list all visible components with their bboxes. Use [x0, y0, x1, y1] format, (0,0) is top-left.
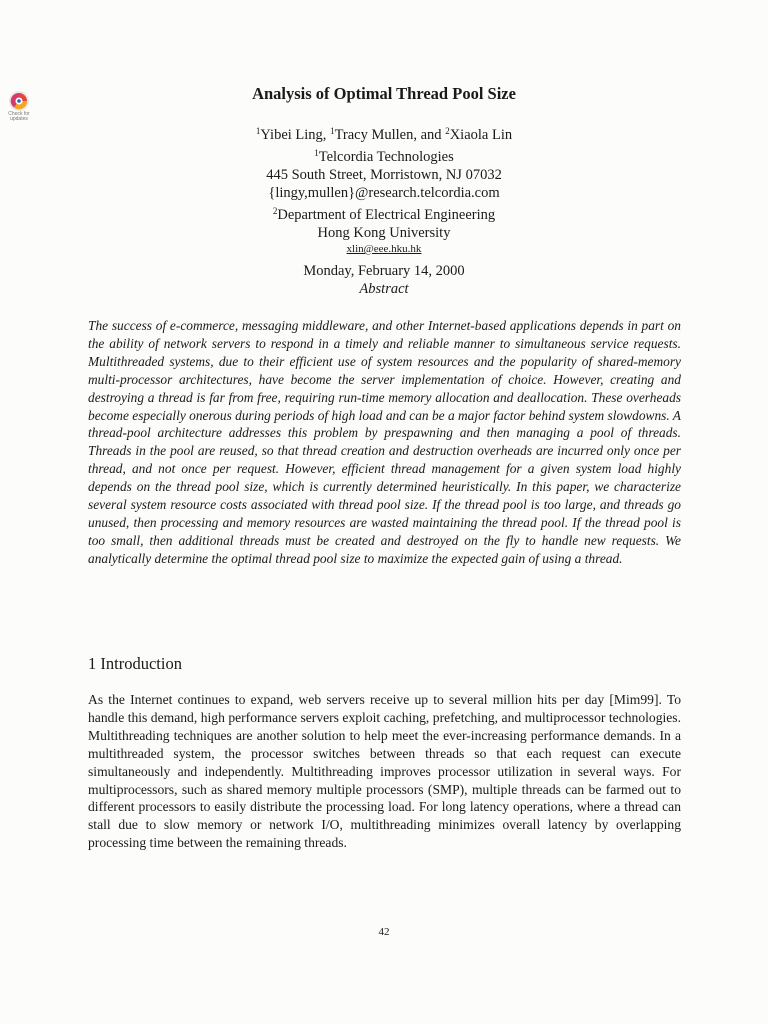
- author-block: [0, 122, 768, 256]
- abstract-heading: Abstract: [359, 281, 409, 297]
- author-1: Yibei Ling,: [260, 127, 331, 143]
- section-heading: 1 Introduction: [88, 654, 182, 673]
- date-block: [0, 262, 768, 298]
- abstract-text: The success of e-commerce, messaging middleware, and other Internet-based applications depends in part on the ability of network servers to respond in a timely and reliable manner to simultaneous service requests. Multithreaded systems, due to their efficient use of system resources and the popularity of shared-memory multi-processor architectures, have become the server implementation of choice. However, creating and destroying a thread is far from free, requiring run-time memory allocation and deallocation. These overheads become especially onerous during periods of high load and can be a major factor behind system slowdowns. A thread-pool architecture addresses this problem by prespawning and then managing a pool of threads. Threads in the pool are reused, so that thread creation and destruction overheads are incurred only once per thread, and not once per request. However, efficient thread management for a given system load highly depends on the thread pool size, which is currently determined heuristically. In this paper, we characterize several system resource costs associated with thread pool size. If the thread pool is too large, and threads go unused, then processing and memory resources are wasted maintaining the thread pool. If the thread pool is too small, then additional threads must be created and destroyed on the fly to handle new requests. We analytically determine the optimal thread pool size to maximize the expected gain of using a thread.: [88, 318, 681, 566]
- affiliation-1: $^1$Telcordia Technologies: [314, 148, 454, 165]
- paper-title: Analysis of Optimal Thread Pool Size: [252, 84, 516, 103]
- badge-line-1: Check for: [8, 111, 30, 117]
- affiliation-2-university: Hong Kong University: [317, 225, 451, 241]
- author-list: $^1$Yibei Ling, $^1$Tracy Mullen, and $^2$Xiaola Lin: [255, 126, 513, 143]
- author-2: Tracy Mullen, and: [334, 127, 446, 143]
- email-1: {lingy,mullen}@research.telcordia.com: [268, 185, 500, 201]
- paper-date: Monday, February 14, 2000: [303, 263, 465, 279]
- affiliation-2: $^2$Department of Electrical Engineering: [272, 206, 496, 223]
- intro-paragraph: As the Internet continues to expand, web servers receive up to several million hits per day [Mim99]. To handle this demand, high performance servers exploit caching, prefetching, and multiprocessor technologies. Multithreading techniques are another solution to help meet the ever-increasing performance demands. In a multithreaded system, the processor switches between threads so that each request can execute simultaneously and independently. Multithreading improves processor utilization in several ways. For multiprocessors, such as shared memory multiple processors (SMP), multiple threads can be farmed out to different processors to easily distribute the processing load. For long latency operations, where a thread can stall due to slow memory or network I/O, multithreading minimizes overall latency by overlapping processing time between the remaining threads.: [88, 692, 681, 851]
- badge-line-2: updates: [10, 116, 28, 122]
- address-1: 445 South Street, Morristown, NJ 07032: [266, 167, 502, 183]
- page-number: 42: [378, 926, 390, 938]
- author-3: Xiaola Lin: [449, 127, 513, 143]
- email-2-link[interactable]: xlin@eee.hku.hk: [346, 243, 422, 255]
